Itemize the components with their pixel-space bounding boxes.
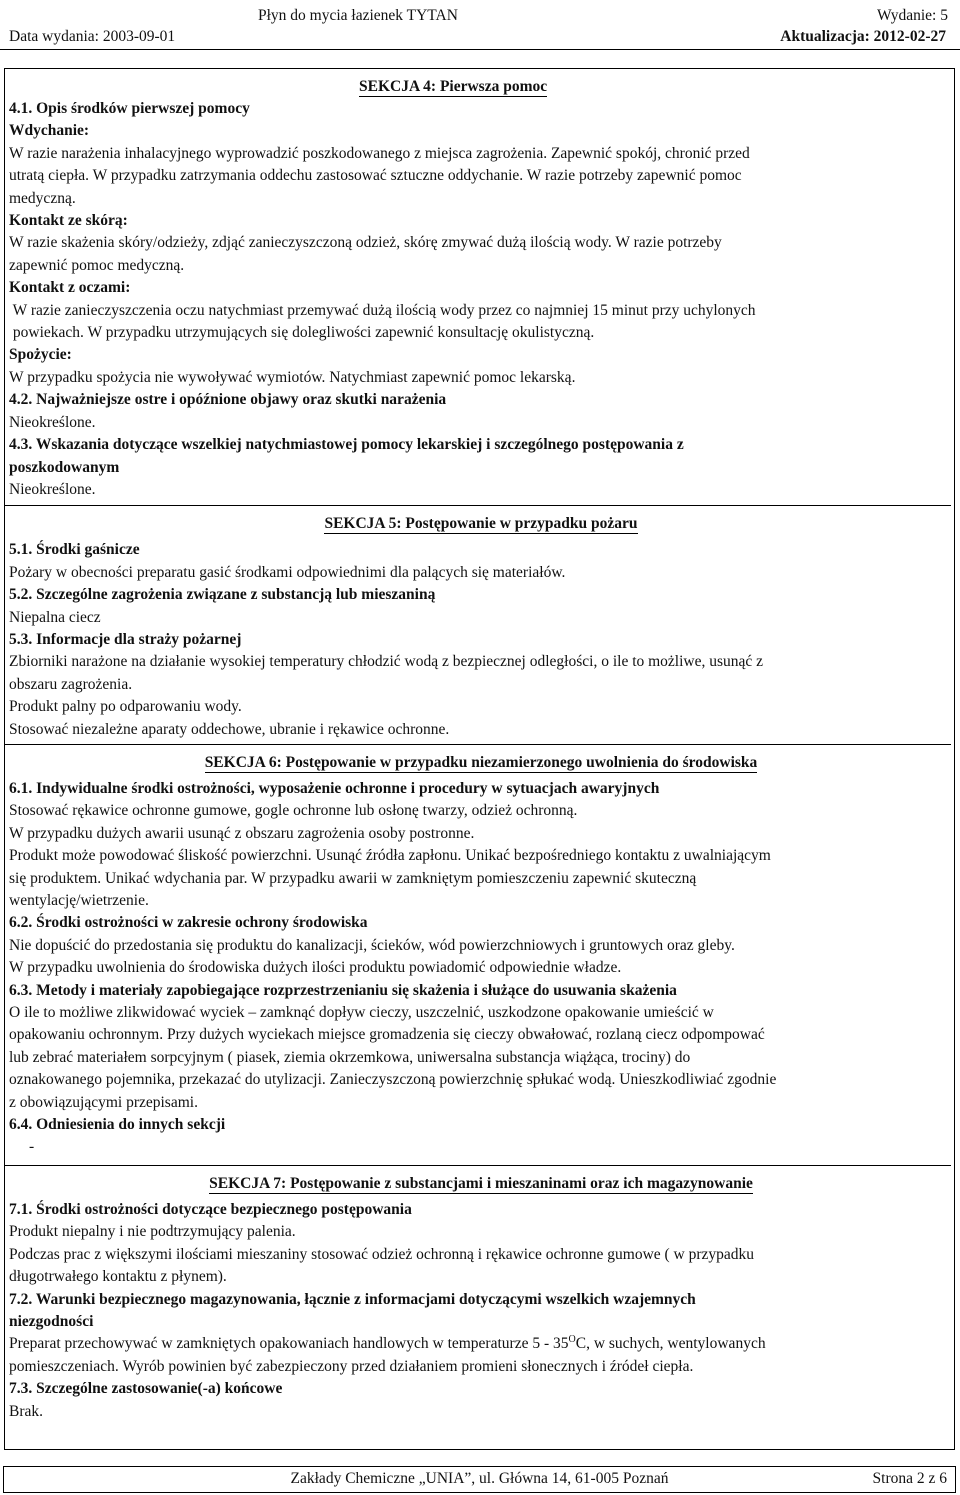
subsection-4-3-cont: poszkodowanym bbox=[9, 458, 120, 476]
section-6-heading: SEKCJA 6: Postępowanie w przypadku niezamierzonego uwolnienia do środowiska bbox=[9, 744, 953, 774]
subsection-7-1: 7.1. Środki ostrożności dotyczące bezpiecznego postępowania bbox=[9, 1200, 412, 1218]
subsection-7-2: 7.2. Warunki bezpiecznego magazynowania, łącznie z informacjami dotyczącymi wszelkich wzajemnych bbox=[9, 1290, 696, 1308]
subsection-6-2: 6.2. Środki ostrożności w zakresie ochrony środowiska bbox=[9, 914, 368, 932]
subsection-5-3: 5.3. Informacje dla straży pożarnej bbox=[9, 630, 242, 648]
text-line: W razie skażenia skóry/odzieży, zdjąć zanieczyszczoną odzież, skórę zmywać dużą ilością wody. W razie potrzeby bbox=[9, 234, 722, 252]
text-line: W przypadku spożycia nie wywoływać wymiotów. Natychmiast zapewnić pomoc lekarską. bbox=[9, 368, 576, 386]
text-line: W przypadku uwolnienia do środowiska dużych ilości produktu powiadomić odpowiednie władze. bbox=[9, 959, 622, 977]
text-line: W razie zanieczyszczenia oczu natychmiast przemywać dużą ilością wody przez co najmniej 15 minut przy uchylonych bbox=[9, 301, 756, 319]
subsection-5-2: 5.2. Szczególne zagrożenia związane z substancją lub mieszaniną bbox=[9, 586, 436, 604]
text-line: z obowiązującymi przepisami. bbox=[9, 1093, 198, 1111]
text-line: Zbiorniki narażone na działanie wysokiej temperatury chłodzić wodą z bezpiecznej odległości, o ile to możliwe, usunąć z bbox=[9, 653, 764, 671]
text-line: Podczas prac z większymi ilościami mieszaniny stosować odzież ochronną i rękawice ochronne gumowe ( w przypadku bbox=[9, 1245, 755, 1263]
company-address: Zakłady Chemiczne „UNIA”, ul. Główna 14, 61-005 Poznań bbox=[290, 1470, 669, 1487]
text-line: lub zebrać materiałem sorpcyjnym ( piasek, ziemia okrzemkowa, uniwersalna substancja wiążąca, trociny) do bbox=[9, 1048, 691, 1066]
text-line: się produktem. Unikać wdychania par. W przypadku awarii w zamkniętym pomieszczeniu zapewnić skuteczną bbox=[9, 869, 697, 887]
subsection-4-2: 4.2. Najważniejsze ostre i opóźnione objawy oraz skutki narażenia bbox=[9, 391, 447, 409]
subsection-7-3: 7.3. Szczególne zastosowanie(-a) końcowe bbox=[9, 1380, 283, 1398]
text-line: Nieokreślone. bbox=[9, 480, 96, 498]
text-line: W przypadku dużych awarii usunąć z obszaru zagrożenia osoby postronne. bbox=[9, 824, 475, 842]
section-divider bbox=[5, 744, 951, 745]
text-fragment: C, w suchych, wentylowanych bbox=[575, 1335, 766, 1353]
temperature-unit-superscript: O bbox=[568, 1334, 576, 1346]
section-7-heading: SEKCJA 7: Postępowanie z substancjami i mieszaninami oraz ich magazynowanie bbox=[9, 1165, 953, 1195]
text-line: wentylację/wietrzenie. bbox=[9, 892, 149, 909]
text-line: pomieszczeniach. Wyrób powinien być zabezpieczony przed działaniem promieni słonecznych i źródeł ciepła. bbox=[9, 1357, 694, 1375]
subsection-4-1: 4.1. Opis środków pierwszej pomocy bbox=[9, 100, 250, 117]
text-line: obszaru zagrożenia. bbox=[9, 675, 133, 693]
page-number: Strona 2 z 6 bbox=[872, 1470, 947, 1487]
text-line: Stosować niezależne aparaty oddechowe, ubranie i rękawice ochronne. bbox=[9, 720, 450, 738]
edition-number: Wydanie: 5 bbox=[877, 7, 948, 24]
text-line: Brak. bbox=[9, 1402, 44, 1420]
text-line: Produkt może powodować śliskość powierzchni. Usunąć źródła zapłonu. Unikać bezpośredniego kontaktu z uwalniającym bbox=[9, 847, 771, 865]
skin-contact-label: Kontakt ze skórą: bbox=[9, 212, 128, 230]
text-fragment: Preparat przechowywać w zamkniętych opakowaniach handlowych w temperaturze 5 - 35 bbox=[9, 1335, 569, 1353]
page-footer bbox=[3, 1466, 956, 1493]
eye-contact-label: Kontakt z oczami: bbox=[9, 279, 131, 297]
subsection-5-1: 5.1. Środki gaśnicze bbox=[9, 541, 140, 559]
header-divider bbox=[0, 49, 960, 50]
subsection-6-3: 6.3. Metody i materiały zapobiegające rozprzestrzenianiu się skażenia i służące do usuwania skażenia bbox=[9, 981, 677, 999]
section-4-heading: SEKCJA 4: Pierwsza pomoc bbox=[359, 78, 548, 95]
subsection-6-1: 6.1. Indywidualne środki ostrożności, wyposażenie ochronne i procedury w sytuacjach awaryjnych bbox=[9, 779, 660, 797]
text-line: Pożary w obecności preparatu gasić środkami odpowiednimi dla palących się materiałów. bbox=[9, 563, 566, 581]
storage-temperature-line bbox=[9, 1333, 953, 1355]
text-line: Produkt palny po odparowaniu wody. bbox=[9, 698, 242, 716]
text-line: utratą ciepła. W przypadku zatrzymania oddechu zastosować sztuczne oddychanie. W razie potrzeby zapewnić pomoc bbox=[9, 167, 742, 185]
text-line: opakowaniu ochronnym. Przy dużych wyciekach miejsce gromadzenia się cieczy obwałować, rozlaną ciecz odpompować bbox=[9, 1026, 765, 1044]
section-5-heading: SEKCJA 5: Postępowanie w przypadku pożaru bbox=[9, 505, 953, 535]
subsection-6-4: 6.4. Odniesienia do innych sekcji bbox=[9, 1116, 226, 1134]
text-line: W razie narażenia inhalacyjnego wyprowadzić poszkodowanego z miejsca zagrożenia. Zapewnić spokój, chronić przed bbox=[9, 144, 750, 162]
subsection-7-2-cont: niezgodności bbox=[9, 1312, 94, 1330]
text-line: oznakowanego pojemnika, przekazać do utylizacji. Zanieczyszczoną powierzchnię spłukać wodą. Unieszkodliwiać zgodnie bbox=[9, 1071, 777, 1089]
text-line: Produkt niepalny i nie podtrzymujący palenia. bbox=[9, 1223, 296, 1241]
text-line: Nie dopuścić do przedostania się produktu do kanalizacji, ścieków, wód powierzchniowych i gruntowych oraz gleby. bbox=[9, 936, 735, 954]
text-line: Niepalna ciecz bbox=[9, 608, 101, 626]
document-title: Płyn do mycia łazienek TYTAN bbox=[258, 7, 458, 24]
text-line: medyczną. bbox=[9, 189, 76, 207]
issue-date: Data wydania: 2003-09-01 bbox=[9, 28, 176, 45]
text-line: długotrwałego kontaktu z płynem). bbox=[9, 1268, 227, 1286]
update-date: Aktualizacja: 2012-02-27 bbox=[780, 28, 946, 45]
inhalation-label: Wdychanie: bbox=[9, 122, 90, 140]
text-line: O ile to możliwe zlikwidować wyciek – zamknąć dopływ cieczy, uszczelnić, uszkodzone opakowanie umieścić w bbox=[9, 1004, 714, 1022]
text-line: - bbox=[29, 1138, 35, 1156]
text-line: Stosować rękawice ochronne gumowe, gogle ochronne lub osłonę twarzy, odzież ochronną. bbox=[9, 802, 578, 820]
page-header bbox=[0, 0, 960, 50]
subsection-4-3: 4.3. Wskazania dotyczące wszelkiej natychmiastowej pomocy lekarskiej i szczególnego postępowania z bbox=[9, 436, 684, 454]
ingestion-label: Spożycie: bbox=[9, 346, 72, 364]
section-divider bbox=[5, 1165, 951, 1166]
document-body bbox=[9, 76, 953, 1423]
text-line: zapewnić pomoc medyczną. bbox=[9, 256, 185, 274]
text-line: Nieokreślone. bbox=[9, 413, 96, 431]
section-divider bbox=[5, 505, 951, 506]
text-line: powiekach. W przypadku utrzymujących się dolegliwości zapewnić konsultację okulistyczną. bbox=[9, 324, 595, 342]
